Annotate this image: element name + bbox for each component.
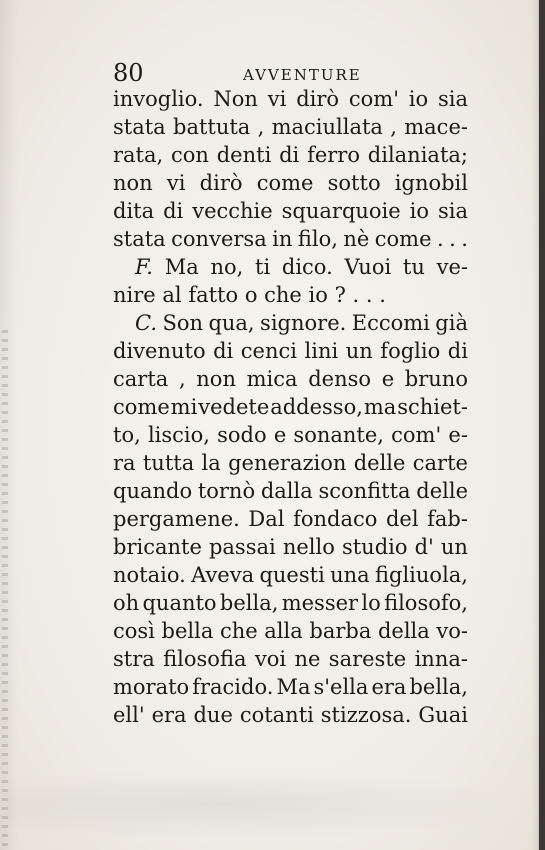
text-line: C. Son qua, signore. Eccomi già — [135, 311, 468, 335]
text-line: ra tutta la generazion delle carte — [113, 451, 468, 475]
paper-smudge — [8, 770, 528, 840]
text-line: pergamene. Dal fondaco del fab- — [113, 507, 468, 531]
text-line: F. Ma no, ti dico. Vuoi tu ve- — [135, 255, 468, 279]
text-line: ell' era due cotanti stizzosa. Guai — [113, 703, 468, 727]
text-line: invoglio. Non vi dirò com' io sia — [113, 87, 468, 111]
text-line: stata battuta , maciullata , mace- — [113, 115, 468, 139]
text-line: oh quanto bella, messer lo filosofo, — [113, 591, 468, 615]
running-title: AVVENTURE — [243, 66, 362, 84]
text-line: stra filosofia voi ne sareste inna- — [113, 647, 468, 671]
text-line: bricante passai nello studio d' un — [113, 535, 468, 559]
text-line: stata conversa in filo, nè come . . . — [113, 227, 468, 251]
text-line: notaio. Aveva questi una figliuola, — [113, 563, 468, 587]
page-edge-shadow — [539, 0, 545, 850]
text-line: così bella che alla barba della vo- — [113, 619, 468, 643]
body-text — [113, 85, 468, 729]
text-line: non vi dirò come sotto ignobil — [113, 171, 468, 195]
text-line: come mi vedete addesso, ma schiet- — [113, 395, 468, 419]
text-line: morato fracido. Ma s'ella era bella, — [113, 675, 468, 699]
text-line: divenuto di cenci lini un foglio di — [113, 339, 468, 363]
text-line: quando tornò dalla sconfitta delle — [113, 479, 468, 503]
text-line: carta , non mica denso e bruno — [113, 367, 468, 391]
page-number: 80 — [113, 59, 144, 87]
text-line: dita di vecchie squarquoie io sia — [113, 199, 468, 223]
text-line: nire al fatto o che io ? . . . — [113, 283, 386, 307]
text-line: to, liscio, sodo e sonante, com' e- — [113, 423, 468, 447]
text-line: rata, con denti di ferro dilaniata; — [113, 143, 468, 167]
